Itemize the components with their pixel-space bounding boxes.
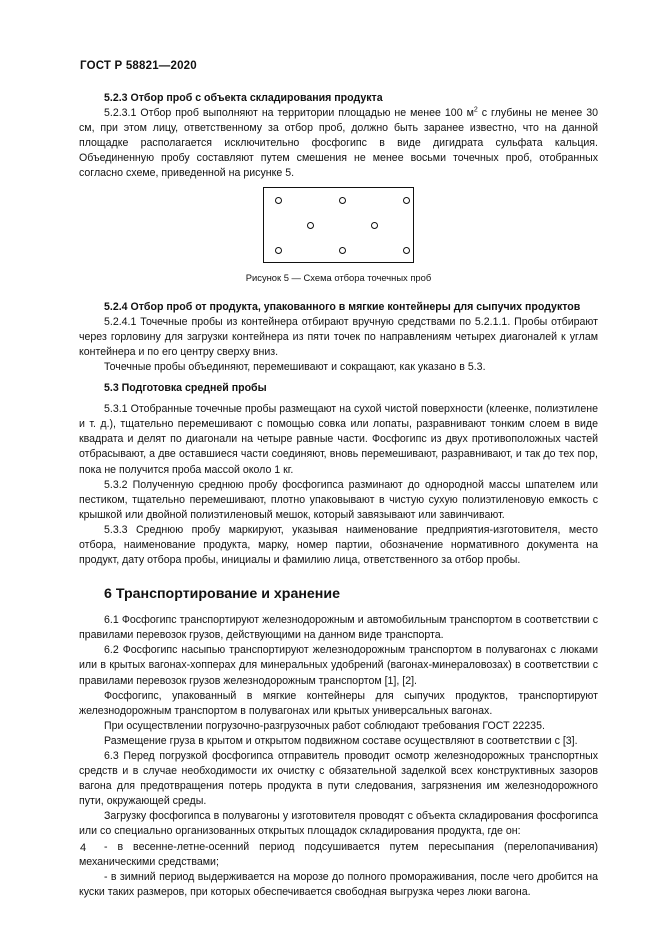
- paragraph-5-2-3-1-text: 5.2.3.1 Отбор проб выполняют на территории площадью не менее 100 м: [104, 107, 474, 120]
- sampling-point: [275, 197, 282, 204]
- paragraph-6-2-placement: Размещение груза в крытом и открытом подвижном составе осуществляют в соответствии с [3].: [104, 734, 578, 747]
- paragraph-6-3: 6.3 Перед погрузкой фосфогипса отправитель проводит осмотр железнодорожных транспортных средств и в случае необходимости их очистку с обязательной заделкой всех конструктивных зазоров вагона для предотвращения потерь продукта в пути следования, загрязнения им железнодорожного пути, окружающей среды.: [79, 750, 598, 808]
- paragraph-5-3-3: 5.3.3 Среднюю пробу маркируют, указывая наименование предприятия-изготовителя, место отбора, наименование продукта, марку, номер партии, обозначение нормативного документа на продукт, дату отбора пробы, инициалы и фамилию лица, ответственного за отбор пробы.: [79, 523, 598, 567]
- paragraph-5-2-4-1: 5.2.4.1 Точечные пробы из контейнера отбирают вручную средствами по 5.2.1.1. Пробы отбирают через горловину для загрузки контейнера из пяти точек по направлениям четырех диагоналей к углам контейнера и по его центру сверху вниз.: [79, 315, 598, 358]
- list-item-summer: - в весенне-летне-осенний период подсушивается путем пересыпания (перелопачивания) механическими средствами;: [79, 840, 598, 868]
- section-6-title: 6 Транспортирование и хранение: [104, 586, 340, 603]
- sampling-point: [339, 197, 346, 204]
- paragraph-6-1: 6.1 Фосфогипс транспортируют железнодорожным и автомобильным транспортом в соответствии с правилами перевозок грузов, действующими на данном виде транспорта.: [79, 614, 598, 642]
- area-unit-exponent: 2: [473, 106, 478, 114]
- paragraph-5-2-4-2: Точечные пробы объединяют, перемешивают и сокращают, как указано в 5.3.: [104, 360, 486, 373]
- sampling-scheme-rectangle: [263, 187, 414, 263]
- page-number: 4: [80, 842, 87, 854]
- sampling-point: [403, 197, 410, 204]
- paragraph-6-2-loading: При осуществлении погрузочно-разгрузочных работ соблюдают требования ГОСТ 22235.: [104, 719, 545, 732]
- paragraph-5-3-2: 5.3.2 Полученную среднюю пробу фосфогипса разминают до однородной массы шпателем или пестиком, тщательно перемешивают, плотно упаковывают в чистую сухую полиэтиленовую емкость с крышкой или двойной полиэтиленовый мешок, который завязывают или завинчивают.: [79, 478, 598, 521]
- paragraph-5-2-3-1: [79, 106, 598, 181]
- paragraph-6-2-containers: Фосфогипс, упакованный в мягкие контейнеры для сыпучих продуктов, транспортируют железнодорожным транспортом в полувагонах или крытых универсальных вагонах.: [79, 689, 598, 717]
- sampling-point: [307, 222, 314, 229]
- document-header: ГОСТ Р 58821—2020: [80, 60, 197, 72]
- list-item-winter: - в зимний период выдерживается на морозе до полного промораживания, после чего дробится на куски таких размеров, при которых обеспечивается свободная выгрузка через люки вагона.: [79, 870, 598, 898]
- sampling-point: [275, 247, 282, 254]
- section-5-3-title: 5.3 Подготовка средней пробы: [104, 382, 267, 395]
- section-5-2-3-title: 5.2.3 Отбор проб с объекта складирования продукта: [104, 92, 383, 104]
- paragraph-6-2: 6.2 Фосфогипс насыпью транспортируют железнодорожным транспортом в полувагонах с люками или в крытых вагонах-хопперах для минеральных удобрений (вагонах-минераловозах) в соответствии с правилами перевозок грузов железнодорожным транспортом [1], [2].: [79, 644, 598, 687]
- paragraph-6-3-loading: Загрузку фосфогипса в полувагоны у изготовителя проводят с объекта складирования фосфогипса или со специально организованных открытых площадок складирования продукта, где он:: [79, 810, 598, 838]
- sampling-point: [403, 247, 410, 254]
- paragraph-5-3-1: 5.3.1 Отобранные точечные пробы размещают на сухой чистой поверхности (клеенке, полиэтилене и т. д.), тщательно перемешивают с помощью совка или лопаты, разравнивают тонким слоем в виде квадрата и делят по диагонали на четыре равные части. Фосфогипс из двух противоположных частей отбрасывают, а две оставшиеся части соединяют, вновь перемешивают, разравнивают, и так до тех пор, пока не получится проба массой около 1 кг.: [79, 403, 598, 476]
- paragraph-5-2-3-1-text-cont: с глубины не менее 30 см, при этом лицу, ответственному за отбор проб, должно быть заранее известно, что на данной площадке располагается исключительно фосфогипс в виде дигидрата сульфата кальция. Объединенную пробу составляют путем смешения не менее восьми точечных проб, отобранных согласно схеме, приведенной на рисунке 5.: [79, 107, 598, 180]
- figure-5: [79, 182, 598, 294]
- sampling-point: [371, 222, 378, 229]
- figure-caption: Рисунок 5 — Схема отбора точечных проб: [245, 271, 432, 283]
- page-content: [79, 91, 598, 900]
- sampling-point: [339, 247, 346, 254]
- section-5-2-4-title: 5.2.4 Отбор проб от продукта, упакованного в мягкие контейнеры для сыпучих продуктов: [104, 300, 581, 313]
